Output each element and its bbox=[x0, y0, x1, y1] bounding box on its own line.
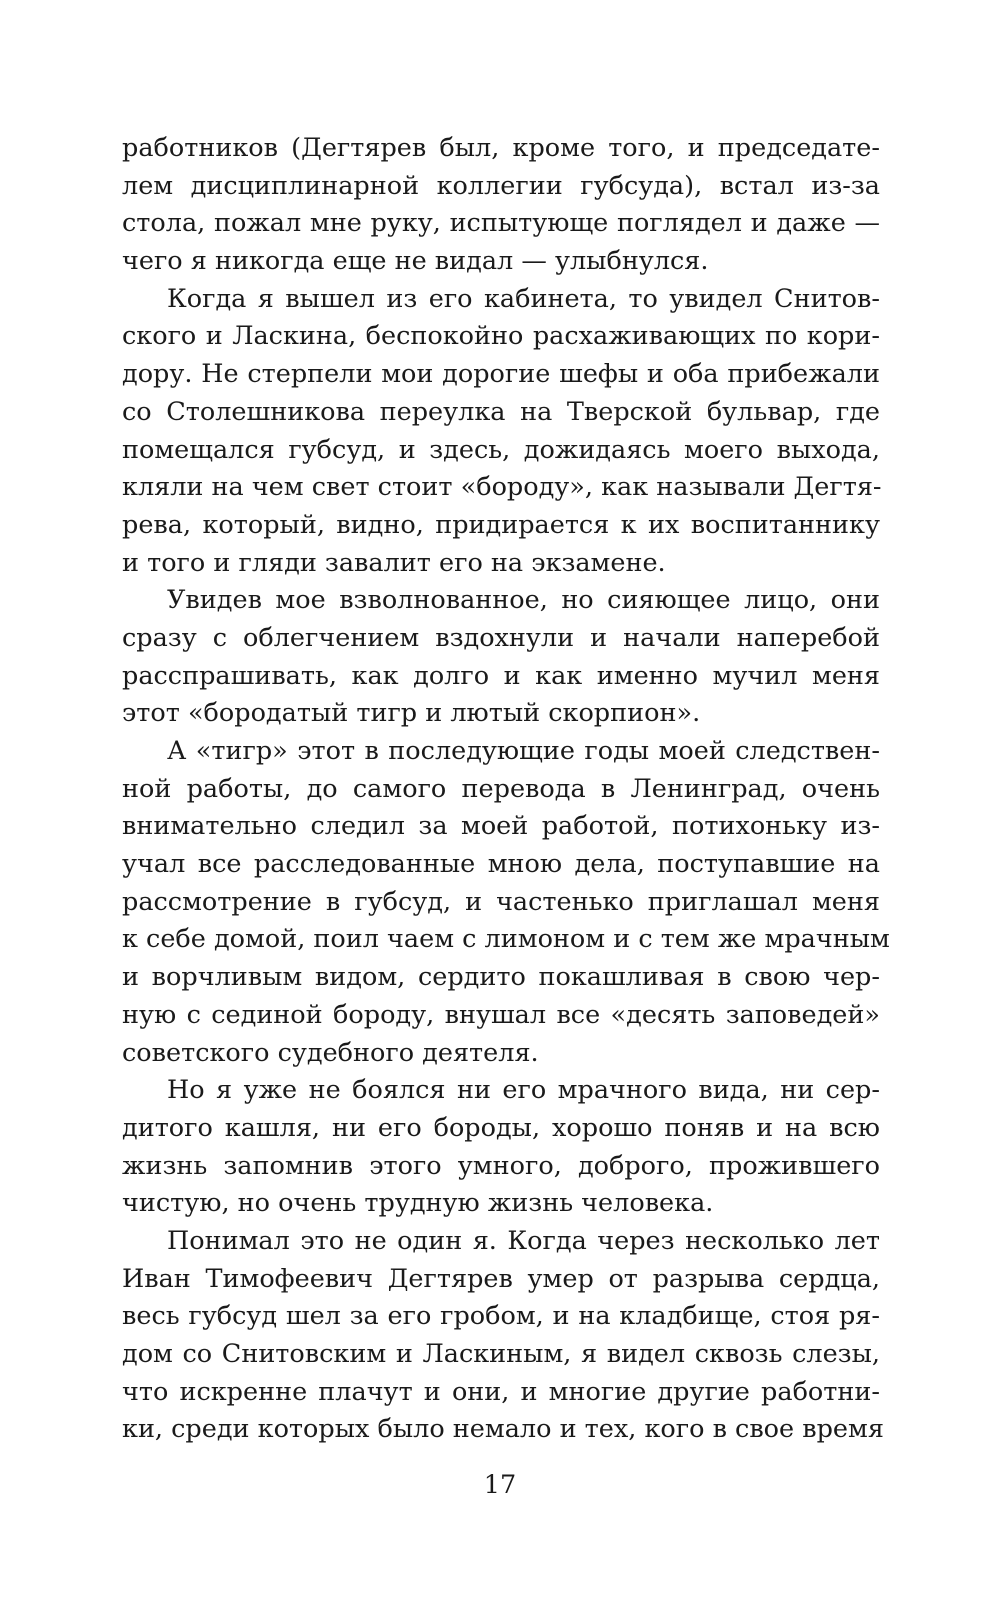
text-line: и ворчливым видом, сердито покашливая в свою чер- bbox=[122, 962, 880, 993]
text-line: что искренне плачут и они, и многие другие работни- bbox=[122, 1376, 880, 1407]
text-line: ной работы, до самого перевода в Ленинград, очень bbox=[122, 773, 880, 804]
text-line: Понимал это не один я. Когда через несколько лет bbox=[167, 1225, 880, 1256]
text-line: лем дисциплинарной коллегии губсуда), встал из-за bbox=[122, 170, 880, 201]
text-line: Но я уже не боялся ни его мрачного вида, ни сер- bbox=[167, 1075, 880, 1106]
text-line: учал все расследованные мною дела, поступавшие на bbox=[122, 849, 880, 880]
text-line: чистую, но очень трудную жизнь человека. bbox=[122, 1188, 714, 1219]
text-line: Иван Тимофеевич Дегтярев умер от разрыва сердца, bbox=[122, 1263, 880, 1294]
text-line: ского и Ласкина, беспокойно расхаживающих по кори- bbox=[122, 321, 880, 352]
text-line: со Столешникова переулка на Тверской бульвар, где bbox=[122, 396, 880, 427]
text-line: стола, пожал мне руку, испытующе поглядел и даже — bbox=[122, 208, 880, 239]
text-line: внимательно следил за моей работой, потихоньку из- bbox=[122, 811, 880, 842]
text-line: рева, который, видно, придирается к их воспитаннику bbox=[122, 509, 880, 540]
text-line: ки, среди которых было немало и тех, кого в свое время bbox=[122, 1414, 884, 1445]
text-line: кляли на чем свет стоит «бороду», как называли Дегтя- bbox=[122, 472, 882, 503]
text-line: дору. Не стерпели мои дорогие шефы и оба прибежали bbox=[122, 359, 880, 390]
text-line: жизнь запомнив этого умного, доброго, прожившего bbox=[122, 1150, 880, 1181]
text-line: А «тигр» этот в последующие годы моей следствен- bbox=[167, 736, 880, 766]
text-line: советского судебного деятеля. bbox=[122, 1037, 539, 1068]
text-line: дитого кашля, ни его бороды, хорошо поняв и на всю bbox=[122, 1112, 880, 1143]
text-line: расспрашивать, как долго и как именно мучил меня bbox=[122, 660, 880, 691]
text-line: дом со Снитовским и Ласкиным, я видел сквозь слезы, bbox=[122, 1339, 880, 1369]
text-line: Когда я вышел из его кабинета, то увидел Снитов- bbox=[167, 283, 880, 314]
text-line: сразу с облегчением вздохнули и начали наперебой bbox=[122, 622, 880, 653]
text-line: ную с сединой бороду, внушал все «десять заповедей» bbox=[122, 999, 880, 1030]
text-line: рассмотрение в губсуд, и частенько приглашал меня bbox=[122, 886, 880, 917]
body-text bbox=[122, 130, 890, 1449]
text-line: и того и гляди завалит его на экзамене. bbox=[122, 547, 666, 578]
text-line: весь губсуд шел за его гробом, и на кладбище, стоя ря- bbox=[122, 1301, 880, 1332]
text-line: Увидев мое взволнованное, но сияющее лицо, они bbox=[167, 585, 880, 616]
text-line: работников (Дегтярев был, кроме того, и председате- bbox=[122, 133, 880, 163]
page-number: 17 bbox=[483, 1470, 517, 1500]
text-line: этот «бородатый тигр и лютый скорпион». bbox=[122, 698, 701, 729]
text-line: к себе домой, поил чаем с лимоном и с тем же мрачным bbox=[122, 924, 890, 955]
text-line: чего я никогда еще не видал — улыбнулся. bbox=[122, 246, 709, 277]
text-line: помещался губсуд, и здесь, дожидаясь моего выхода, bbox=[122, 434, 880, 465]
